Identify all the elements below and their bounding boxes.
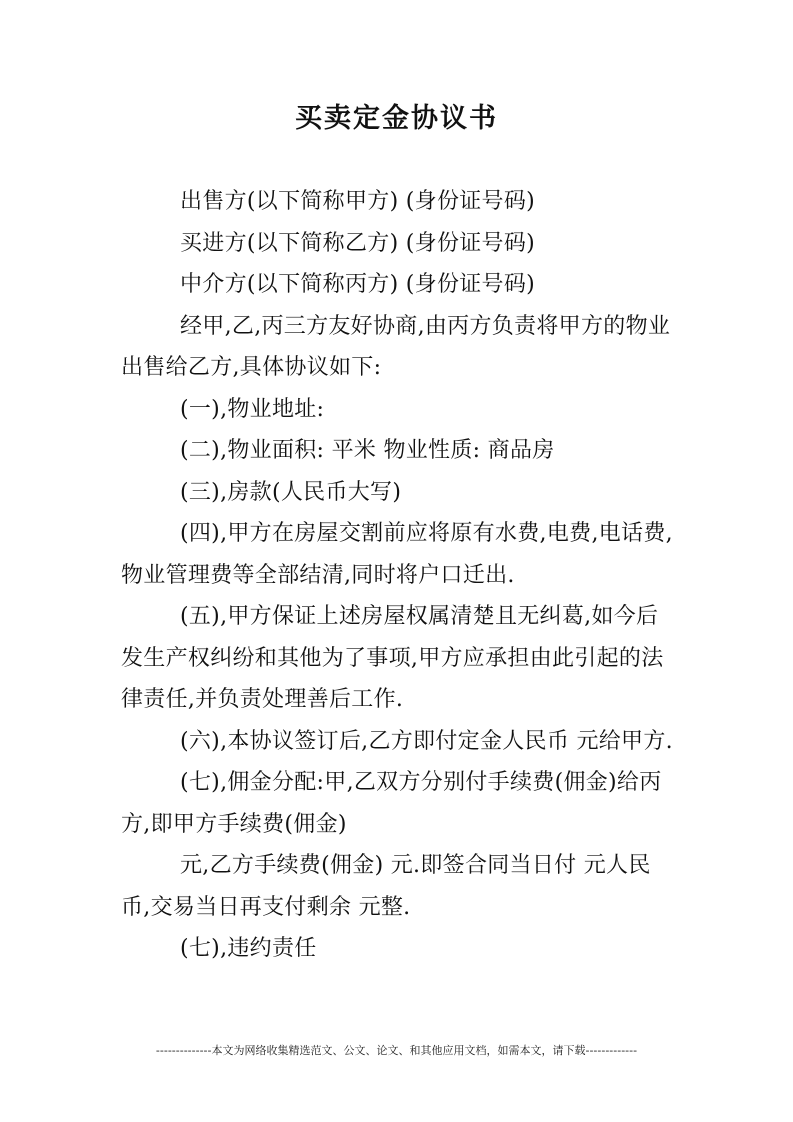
clause-7-commission-cont: 元,乙方手续费(佣金) 元.即签合同当日付 元人民币,交易当日再支付剩余 元整. [121, 853, 651, 920]
paragraph-buyer: 买进方(以下简称乙方) (身份证号码) [180, 230, 536, 256]
paragraph-agent: 中介方(以下简称丙方) (身份证号码) [180, 272, 536, 297]
clause-4-fees: (四),甲方在房屋交割前应将原有水费,电费,电话费,物业管理费等全部结清,同时将户口迁出. [121, 521, 673, 588]
clause-6-deposit: (六),本协议签订后,乙方即付定金人民币 元给甲方. [180, 728, 673, 754]
paragraph-seller: 出售方(以下简称甲方) (身份证号码) [180, 189, 536, 214]
clause-7-breach: (七),违约责任 [180, 936, 317, 961]
clause-7-commission: (七),佣金分配:甲,乙双方分别付手续费(佣金)给丙方,即甲方手续费(佣金) [121, 770, 662, 837]
document-title: 买卖定金协议书 [295, 103, 498, 134]
footer-note: --------------本文为网络收集精选范文、公文、论文、和其他应用文档，如需本文，请下载------------- [155, 1044, 638, 1057]
clause-5-guarantee: (五),甲方保证上述房屋权属清楚且无纠葛,如今后发生产权纠纷和其他为了事项,甲方应承担由此引起的法律责任,并负责处理善后工作. [121, 604, 664, 712]
document-body [121, 181, 677, 970]
clause-3-price: (三),房款(人民币大写) [180, 479, 402, 505]
clause-2-area: (二),物业面积: 平米 物业性质: 商品房 [180, 438, 555, 463]
clause-1-address: (一),物业地址: [180, 396, 325, 422]
paragraph-intro: 经甲,乙,丙三方友好协商,由丙方负责将甲方的物业出售给乙方,具体协议如下: [121, 313, 671, 380]
